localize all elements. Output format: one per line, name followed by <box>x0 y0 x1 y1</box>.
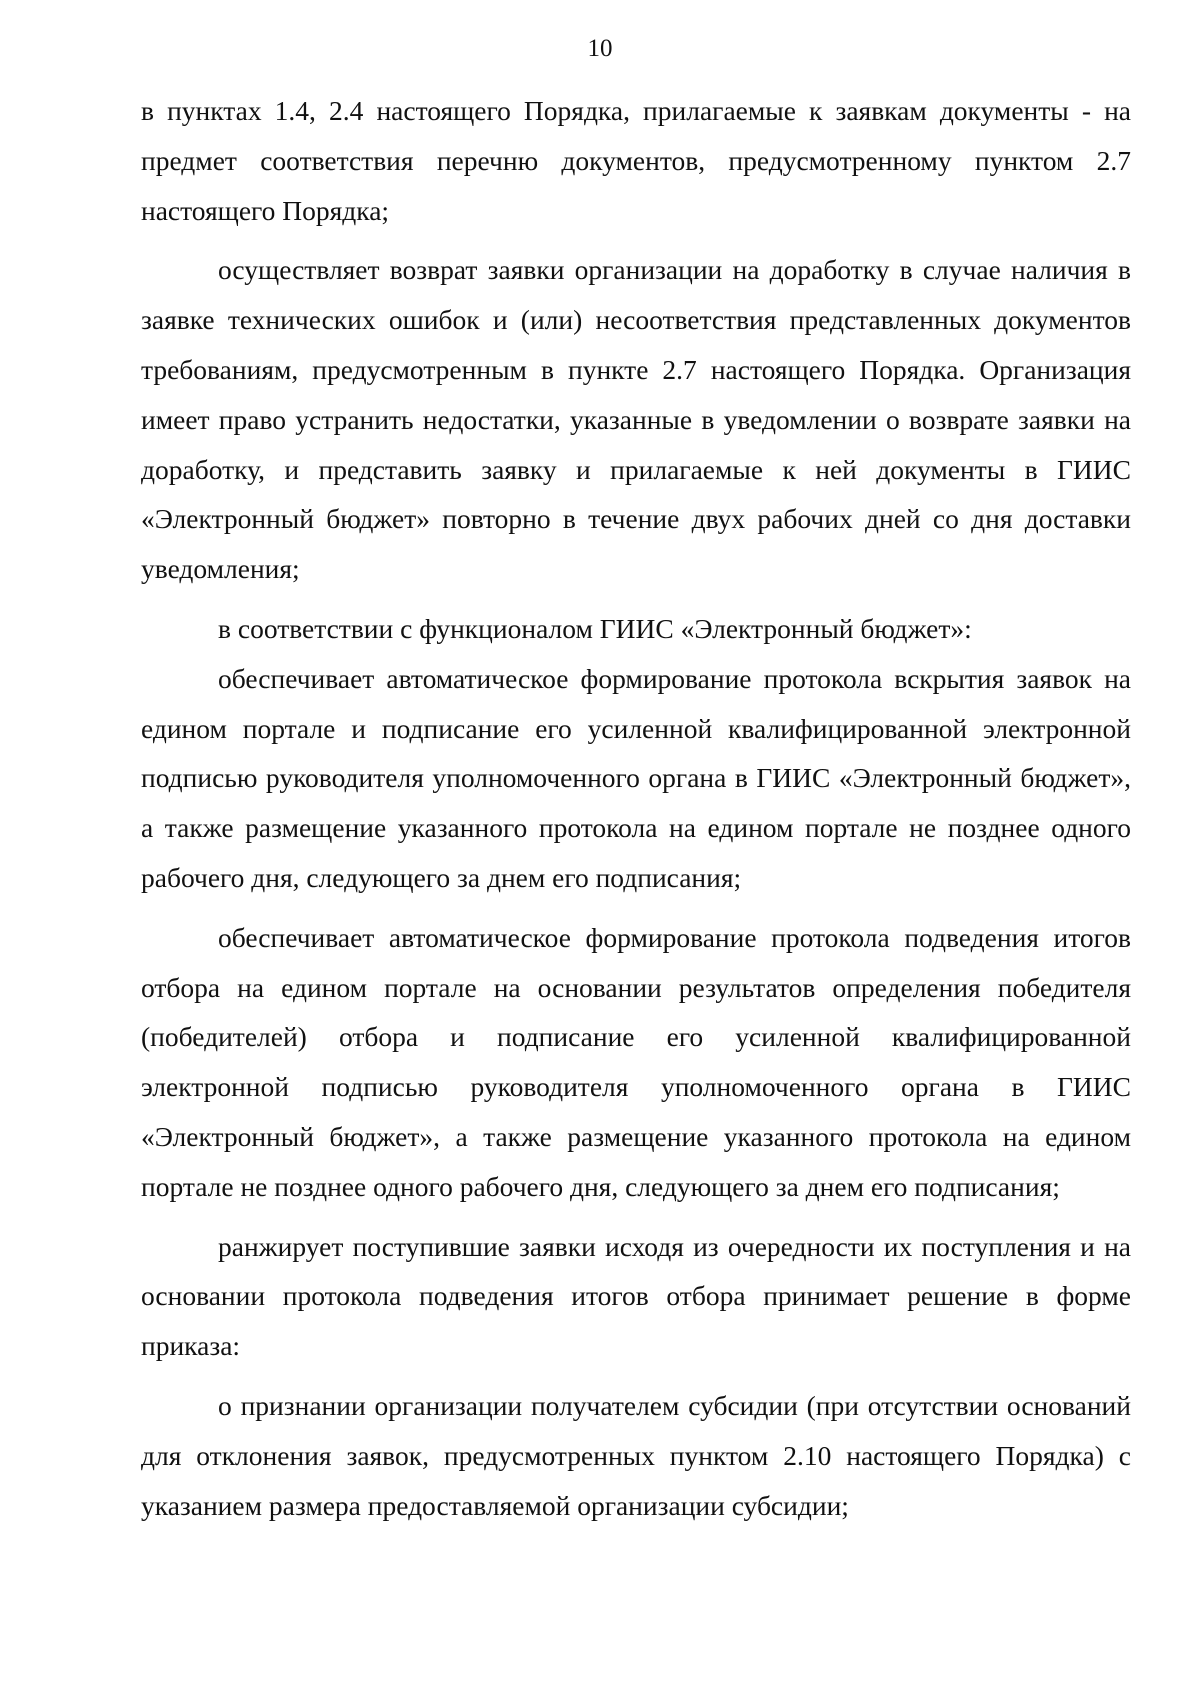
paragraph-continuation: в пунктах 1.4, 2.4 настоящего Порядка, прилагаемые к заявкам документы - на предмет соответствия перечню документов, предусмотренному пунктом 2.7 настоящего Порядка; <box>141 95 1131 226</box>
paragraph-return-application: осуществляет возврат заявки организации на доработку в случае наличия в заявке технических ошибок и (или) несоответствия представленных документов требованиям, предусмотренным в пункте 2.7 настоящего Порядка. Организация имеет право устранить недостатки, указанные в уведомлении о возврате заявки на доработку, и представить заявку и прилагаемые к ней документы в ГИИС «Электронный бюджет» повторно в течение двух рабочих дней со дня доставки уведомления; <box>141 254 1131 585</box>
page-number: 10 <box>587 35 613 62</box>
paragraph-results-protocol: обеспечивает автоматическое формирование протокола подведения итогов отбора на едином портале на основании результатов определения победителя (победителей) отбора и подписание его усиленной квалифицированной электронной подписью руководителя уполномоченного органа в ГИИС «Электронный бюджет», а также размещение указанного протокола на едином портале не позднее одного рабочего дня, следующего за днем его подписания; <box>141 921 1131 1202</box>
paragraph-functional-intro: в соответствии с функционалом ГИИС «Электронный бюджет»: <box>218 612 972 644</box>
document-body <box>141 86 1131 1530</box>
paragraph-ranking: ранжирует поступившие заявки исходя из очередности их поступления и на основании протокола подведения итогов отбора принимает решение в форме приказа: <box>141 1230 1131 1362</box>
paragraph-opening-protocol: обеспечивает автоматическое формирование протокола вскрытия заявок на едином портале и подписание его усиленной квалифицированной электронной подписью руководителя уполномоченного органа в ГИИС «Электронный бюджет», а также размещение указанного протокола на едином портале не позднее одного рабочего дня, следующего за днем его подписания; <box>141 662 1131 893</box>
paragraph-recognition: о признании организации получателем субсидии (при отсутствии оснований для отклонения заявок, предусмотренных пунктом 2.10 настоящего Порядка) с указанием размера предоставляемой организации субсидии; <box>141 1389 1131 1521</box>
